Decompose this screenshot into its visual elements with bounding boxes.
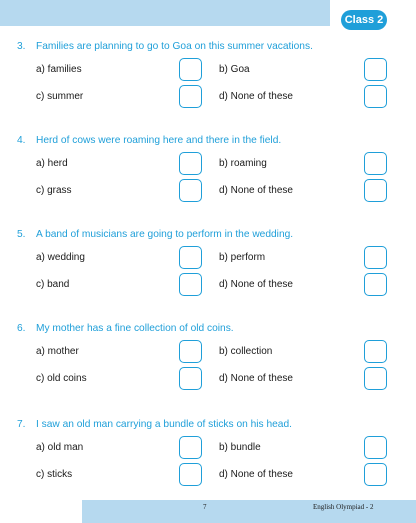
option-b-checkbox[interactable]	[364, 246, 387, 269]
question-number: 6.	[17, 323, 26, 334]
question-5	[0, 228, 416, 303]
question-3	[0, 40, 416, 115]
footer-title: English Olympiad - 2	[313, 503, 374, 511]
option-c-label: c) band	[36, 279, 70, 290]
header-band	[0, 0, 330, 26]
option-b-label: b) perform	[219, 252, 266, 263]
question-number: 7.	[17, 419, 26, 430]
option-d-label: d) None of these	[219, 373, 293, 384]
option-c-checkbox[interactable]	[179, 179, 202, 202]
option-a-checkbox[interactable]	[179, 152, 202, 175]
question-sentence: I saw an old man carrying a bundle of sticks on his head.	[36, 419, 292, 430]
option-a-checkbox[interactable]	[179, 58, 202, 81]
question-sentence: Families are planning to go to Goa on this summer vacations.	[36, 41, 313, 52]
option-c-label: c) grass	[36, 185, 72, 196]
page-number: 7	[203, 503, 207, 511]
option-a-checkbox[interactable]	[179, 436, 202, 459]
option-d-label: d) None of these	[219, 185, 293, 196]
class-badge: Class 2	[341, 10, 387, 30]
question-number: 4.	[17, 135, 26, 146]
option-a-label: a) families	[36, 64, 82, 75]
option-d-checkbox[interactable]	[364, 367, 387, 390]
option-d-checkbox[interactable]	[364, 179, 387, 202]
question-sentence: My mother has a fine collection of old coins.	[36, 323, 234, 334]
option-c-checkbox[interactable]	[179, 85, 202, 108]
option-c-label: c) summer	[36, 91, 84, 102]
option-a-checkbox[interactable]	[179, 246, 202, 269]
question-7	[0, 418, 416, 493]
option-a-label: a) wedding	[36, 252, 85, 263]
option-b-label: b) bundle	[219, 442, 261, 453]
option-b-checkbox[interactable]	[364, 436, 387, 459]
option-a-label: a) old man	[36, 442, 84, 453]
option-b-checkbox[interactable]	[364, 58, 387, 81]
option-b-checkbox[interactable]	[364, 152, 387, 175]
option-d-checkbox[interactable]	[364, 463, 387, 486]
question-4	[0, 134, 416, 209]
question-sentence: Herd of cows were roaming here and there in the field.	[36, 135, 282, 146]
question-text	[17, 134, 407, 147]
option-d-checkbox[interactable]	[364, 273, 387, 296]
option-d-label: d) None of these	[219, 469, 293, 480]
option-c-label: c) sticks	[36, 469, 73, 480]
option-b-checkbox[interactable]	[364, 340, 387, 363]
option-b-label: b) Goa	[219, 64, 250, 75]
option-c-label: c) old coins	[36, 373, 87, 384]
option-a-label: a) herd	[36, 158, 68, 169]
question-text	[17, 40, 407, 53]
option-a-checkbox[interactable]	[179, 340, 202, 363]
option-d-label: d) None of these	[219, 279, 293, 290]
option-c-checkbox[interactable]	[179, 367, 202, 390]
option-d-checkbox[interactable]	[364, 85, 387, 108]
option-c-checkbox[interactable]	[179, 463, 202, 486]
question-text	[17, 228, 407, 241]
question-sentence: A band of musicians are going to perform in the wedding.	[36, 229, 294, 240]
option-d-label: d) None of these	[219, 91, 293, 102]
question-text	[17, 418, 407, 431]
question-number: 3.	[17, 41, 26, 52]
option-b-label: b) collection	[219, 346, 273, 357]
option-c-checkbox[interactable]	[179, 273, 202, 296]
option-a-label: a) mother	[36, 346, 79, 357]
option-b-label: b) roaming	[219, 158, 267, 169]
question-number: 5.	[17, 229, 26, 240]
question-text	[17, 322, 407, 335]
question-6	[0, 322, 416, 397]
